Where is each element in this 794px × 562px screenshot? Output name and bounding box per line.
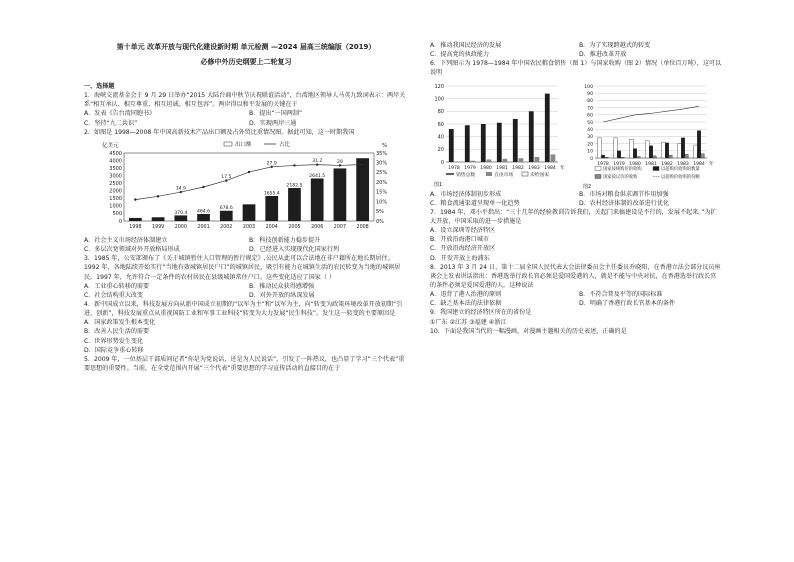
line-data-label: 29 bbox=[336, 159, 343, 165]
q1-option-c: C．坚持“九二共识” bbox=[84, 119, 138, 127]
bar-1-1978 bbox=[601, 155, 605, 158]
q6-option-a: A．市场经济体制初步形成 bbox=[430, 190, 502, 198]
x-tick-label: 1979 bbox=[464, 165, 476, 171]
x-tick-label: 2008 bbox=[356, 224, 369, 230]
title-line2: 必修中外历史纲要上二轮复习 bbox=[200, 58, 292, 67]
bar-2-1978 bbox=[605, 157, 609, 158]
q3-option-b: B．推动民众获得感增强 bbox=[249, 282, 315, 290]
q4-option-a: A．国家政策发生根本变化 bbox=[84, 319, 156, 327]
legend-swatch bbox=[653, 166, 659, 170]
q5-option-a: A．推动我国民经济的发展 bbox=[430, 42, 502, 49]
y-tick-label: 50 bbox=[587, 120, 593, 126]
x-tick-label: 1980 bbox=[629, 161, 641, 167]
q6-option-d: D．农村经济体制的改革进行优化 bbox=[579, 199, 670, 207]
q9-stem: 9．我国建立的经济特区所在的省份是 bbox=[430, 309, 532, 317]
q9-item-4: ④浙江 bbox=[488, 318, 507, 326]
bar-1-1983 bbox=[681, 137, 685, 157]
bar-data-label: 370.4 bbox=[174, 210, 188, 216]
x-tick-label: 1981 bbox=[496, 165, 508, 171]
ratio-line bbox=[135, 164, 362, 199]
q4-option-c: C．世界形势发生变化 bbox=[84, 337, 144, 345]
bar-0-1984 bbox=[694, 145, 698, 158]
bar-export-2008 bbox=[356, 158, 369, 221]
x-tick-label: 2007 bbox=[333, 224, 347, 230]
bar-0-1983 bbox=[678, 143, 682, 157]
y-tick-label: 20 bbox=[437, 146, 444, 153]
q9-item-2: ②江苏 bbox=[449, 318, 468, 326]
q2-option-b: B．科技创新能力稳步提升 bbox=[249, 236, 321, 244]
y2-axis-label: % bbox=[382, 142, 388, 149]
document-title bbox=[84, 42, 408, 67]
q8-options bbox=[430, 290, 722, 308]
y2-tick-label: 0% bbox=[376, 218, 384, 225]
x-tick-label: 1978 bbox=[448, 165, 460, 171]
y2-tick-label: 30% bbox=[376, 160, 388, 167]
bar-market-1979 bbox=[471, 160, 476, 161]
x-tick-label: 1982 bbox=[512, 165, 524, 171]
legend-label-total: 销售总数 bbox=[456, 172, 476, 178]
bar-total-1981 bbox=[497, 122, 502, 161]
y-tick-label: 3500 bbox=[109, 165, 122, 172]
bar-market-1980 bbox=[487, 159, 492, 162]
x-axis-unit: 年 bbox=[709, 161, 714, 167]
q7-stem: 7．1984 年，邓小平指出：“三十几年的经验教训告诉我们，关起门来搞建设是不行的，发展不起来。”为扩大开放，中国采取的进一步措施是 bbox=[430, 208, 717, 225]
q6-figures bbox=[430, 78, 722, 190]
x-tick-label: 1983 bbox=[677, 161, 689, 167]
q2-chart-svg bbox=[84, 137, 408, 233]
q6-figure2-svg bbox=[579, 78, 722, 190]
bar-export-2002 bbox=[220, 211, 233, 221]
x-tick-label: 2002 bbox=[220, 224, 233, 230]
q2-option-a: A．社会主义市场经济体制建立 bbox=[84, 236, 168, 244]
bar-2-1981 bbox=[653, 155, 657, 157]
bar-total-1980 bbox=[481, 124, 486, 162]
y-tick-label: 2000 bbox=[109, 188, 122, 195]
x-tick-label: 2003 bbox=[242, 224, 256, 230]
q2-option-d: D．已经进入实现现代化国家行列 bbox=[249, 246, 340, 254]
y-tick-label: 0 bbox=[118, 218, 122, 225]
bar-total-1979 bbox=[465, 125, 470, 162]
bar-data-label: 464.6 bbox=[196, 209, 211, 215]
q3-option-d: D．对外开放的纵深发展 bbox=[249, 291, 315, 299]
q8-option-c: C．缺乏基本法的法律依据 bbox=[430, 300, 502, 308]
y-tick-label: 100 bbox=[434, 96, 444, 103]
y-tick-label: 70 bbox=[587, 105, 593, 111]
q5-option-c: C．提高党的执政能力 bbox=[430, 51, 490, 59]
legend-swatch-market bbox=[486, 172, 492, 176]
legend-swatch bbox=[595, 174, 601, 178]
bar-2-1983 bbox=[685, 154, 689, 158]
legend-swatch-state bbox=[522, 172, 528, 176]
right-column bbox=[430, 41, 722, 336]
x-tick-label: 1980 bbox=[480, 165, 492, 171]
q2-option-c: C．多层次宽领域对外开放格局形成 bbox=[84, 246, 180, 254]
bar-2-1982 bbox=[669, 155, 673, 158]
q7-option-a: A．设立深圳等经济特区 bbox=[430, 227, 496, 235]
y-tick-label: 500 bbox=[112, 211, 122, 218]
bar-export-2007 bbox=[334, 168, 347, 221]
y-tick-label: 40 bbox=[437, 134, 444, 141]
q4-options bbox=[84, 318, 408, 355]
line-data-label: 31.2 bbox=[312, 159, 323, 165]
legend-label: 以超购价收购的份额 bbox=[661, 174, 700, 180]
line-data-label: 17.5 bbox=[221, 174, 232, 180]
bar-export-2001 bbox=[197, 214, 210, 221]
q2-stem: 2．如图是 1998—2008 年中国高新技术产品出口额及占外贸比重情况图。据此可知，这一时期我国 bbox=[84, 128, 355, 136]
bar-data-label: 678.6 bbox=[219, 206, 233, 212]
x-tick-label: 1984 bbox=[693, 161, 705, 167]
x-axis-unit: 年 bbox=[560, 165, 565, 171]
q1-stem: 1．海峡交流基金会于 9 月 29 日举办“2015 大陆台商中秋节庆祝联谊活动”，台湾地区领导人马英九致词表示：两岸关系“相互承认、相互尊重、相互坦诚、相互包容”。两岸得以和平发展的关键在于 bbox=[84, 92, 406, 109]
bar-market-1983 bbox=[535, 156, 540, 161]
y-tick-label: 60 bbox=[587, 113, 593, 119]
legend-label-export: 出口额 bbox=[235, 141, 252, 148]
y2-tick-label: 25% bbox=[376, 170, 388, 177]
x-tick-label: 1998 bbox=[129, 224, 142, 230]
y-tick-label: 2500 bbox=[109, 180, 122, 187]
q1-option-d: D．实现两岸三通 bbox=[249, 119, 297, 127]
bar-0-1981 bbox=[646, 140, 650, 157]
q6-figure1-svg bbox=[430, 78, 573, 190]
bar-total-1983 bbox=[529, 111, 534, 162]
y-tick-label: 80 bbox=[587, 98, 593, 104]
q8-option-b: B．不符合普及平等的国际标准 bbox=[579, 291, 663, 299]
bar-2-1980 bbox=[637, 156, 641, 157]
q4-stem: 4．新中国成立以来，科技发展方向从新中国成立初期的“以军为主”和“以军为主，向“转变为政策环境改革开放初期“引进、创新”，科技发展重点从重视国防工业和军事工业科技“转变为大力发展“民生科技”。发生这一转变的主要原因是 bbox=[84, 300, 403, 318]
bar-export-2004 bbox=[265, 196, 278, 221]
y2-tick-label: 15% bbox=[376, 189, 388, 196]
y-tick-label: 30 bbox=[587, 134, 593, 140]
y-tick-label: 60 bbox=[437, 121, 444, 128]
x-tick-label: 1979 bbox=[613, 161, 625, 167]
y2-tick-label: 5% bbox=[376, 208, 384, 215]
x-tick-label: 1981 bbox=[645, 161, 657, 167]
q5-stem: 5．2009 年，一位基层干部质问记者“你是为党说话，还是为人民说话”，引发了一阵热议，也凸显了学习“三个代表”重要思想的重要性。当前，在全党范围内开展“三个代表”重要思想的学习宣传活动的直接目的在于 bbox=[84, 355, 405, 372]
q4-option-d: D．国际竞争重心转移 bbox=[84, 346, 144, 354]
legend-label-state: 卖给国家 bbox=[530, 172, 550, 178]
bar-1-1981 bbox=[649, 145, 653, 157]
q8-option-d: D．明确了香港行政长官基本的条件 bbox=[579, 300, 676, 308]
q7-option-d: D．开发开放上海浦东 bbox=[430, 254, 490, 262]
legend-swatch-export bbox=[224, 142, 232, 146]
line-data-label: 27.9 bbox=[266, 161, 277, 167]
bar-export-1998 bbox=[129, 218, 142, 221]
y2-tick-label: 20% bbox=[376, 179, 388, 186]
y-tick-label: 100 bbox=[584, 84, 593, 90]
figure-caption: 图1 bbox=[434, 181, 443, 188]
share-line bbox=[603, 106, 699, 122]
x-tick-label: 2004 bbox=[265, 224, 278, 230]
bar-export-2003 bbox=[243, 204, 256, 221]
left-column bbox=[84, 80, 408, 373]
q1-option-a: A．发表《告台湾同胞书》 bbox=[84, 110, 156, 118]
y-tick-label: 40 bbox=[587, 127, 593, 133]
q3-option-a: A．工业重心转移的需要 bbox=[84, 282, 150, 290]
q3-stem: 3．1985 年，公安部颁布了《关于城镇暂住人口管理的暂行规定》,公民从此可以合法地在非户籍所在地长期居住。1992 年，各地陆续开始实行“当地有效城镇居民户口”的城镇居民，吸引有能力在城镇生活的农民转变为当地的城镇居民。1997 年，允许符合一定条件的农村居民在县级城镇常住户口。这些变化适应了国家（ ） bbox=[84, 255, 401, 281]
y-tick-label: 0 bbox=[440, 159, 444, 166]
bar-2-1979 bbox=[621, 157, 625, 158]
section-heading: 一、选择题 bbox=[84, 83, 115, 90]
y2-tick-label: 10% bbox=[376, 199, 388, 206]
bar-export-1999 bbox=[152, 217, 165, 221]
legend-label: 国家按议价的收购 bbox=[603, 174, 638, 180]
y-tick-label: 80 bbox=[437, 108, 444, 115]
bar-export-2000 bbox=[174, 215, 187, 221]
y-tick-label: 1000 bbox=[109, 203, 122, 210]
q2-chart bbox=[84, 137, 408, 236]
bar-export-2005 bbox=[288, 188, 301, 221]
bar-total-1982 bbox=[513, 118, 518, 161]
x-tick-label: 1978 bbox=[597, 161, 609, 167]
bar-1-1982 bbox=[665, 142, 669, 157]
x-tick-label: 2000 bbox=[174, 224, 187, 230]
bar-export-2006 bbox=[311, 178, 324, 221]
q9-items bbox=[430, 318, 722, 327]
bar-1-1984 bbox=[697, 130, 701, 157]
y-tick-label: 90 bbox=[587, 91, 593, 97]
y-tick-label: 120 bbox=[434, 83, 444, 90]
y-axis-label: 亿美元 bbox=[102, 142, 119, 149]
y-tick-label: 1500 bbox=[109, 195, 122, 202]
q3-options bbox=[84, 282, 408, 300]
q2-options bbox=[84, 236, 408, 254]
bar-data-label: 2182.5 bbox=[286, 183, 303, 189]
bar-1-1980 bbox=[633, 148, 637, 157]
bar-total-1978 bbox=[449, 129, 454, 162]
bar-0-1979 bbox=[614, 137, 618, 157]
q6-options bbox=[430, 190, 722, 208]
y-tick-label: 4500 bbox=[109, 150, 122, 157]
q5-option-b: B．为了实现跨越式的转变 bbox=[579, 42, 651, 49]
legend-swatch bbox=[595, 166, 601, 170]
line-data-label: 29.1 bbox=[357, 158, 368, 164]
bar-total-1984 bbox=[545, 93, 550, 161]
y-tick-label: 20 bbox=[587, 141, 593, 147]
title-line1: 第十单元 改革开放与现代化建设新时期 单元检测 —2024 届高三统编版（2019） bbox=[116, 43, 376, 51]
q5-options bbox=[430, 41, 722, 59]
y-tick-label: 0 bbox=[590, 156, 593, 162]
y2-tick-label: 35% bbox=[376, 150, 388, 157]
q10-stem: 10．下面是我国当代的一幅漫画，对漫画主题相关的历史表述，正确的是 bbox=[430, 327, 627, 335]
q8-option-a: A．违背了港人治港的原则 bbox=[430, 291, 502, 299]
bar-1-1979 bbox=[617, 150, 621, 157]
q6-option-b: B．市场对粮食供求调节作用加强 bbox=[579, 190, 669, 198]
q7-option-c: C．开放沿海经济开放区 bbox=[430, 245, 496, 253]
q9-item-3: ③福建 bbox=[469, 318, 487, 326]
x-tick-label: 1984 bbox=[544, 165, 556, 171]
figure-caption: 图2 bbox=[583, 183, 592, 190]
bar-market-1982 bbox=[519, 158, 524, 162]
line-data-label: 14.9 bbox=[175, 186, 186, 192]
x-tick-label: 1983 bbox=[528, 165, 540, 171]
legend-label-market: 自由市场 bbox=[494, 172, 514, 178]
q4-option-b: B．改善人民生活的需要 bbox=[84, 328, 150, 336]
y-tick-label: 3000 bbox=[109, 173, 122, 180]
x-tick-label: 1982 bbox=[661, 161, 673, 167]
x-tick-label: 2006 bbox=[311, 224, 324, 230]
legend-label: 国家按统购价的收购 bbox=[603, 166, 642, 172]
legend-label-ratio: 占比 bbox=[279, 141, 291, 148]
bar-0-1980 bbox=[630, 139, 634, 158]
q1-options bbox=[84, 109, 408, 127]
q7-options bbox=[430, 226, 722, 263]
y-tick-label: 4000 bbox=[109, 158, 122, 165]
bar-data-label: 2641.5 bbox=[309, 173, 326, 179]
q7-option-b: B．开放沿海港口城市 bbox=[430, 236, 490, 244]
q3-option-c: C．社会结构重大改变 bbox=[84, 291, 144, 299]
q9-item-1: ①广东 bbox=[430, 318, 448, 326]
x-tick-label: 2001 bbox=[197, 224, 210, 230]
q6-stem: 6．下列图示为 1978—1984 年中国农民粮食销售（图 1）与国家收购（图 2）情况（单位百万吨），这可以说明 bbox=[430, 60, 722, 77]
q8-stem: 8．2013 年 3 月 24 日，第十二届全国人民代表大会法律委员会主任委员乔晓阳，在香港立法会部分议员座谈会上发表讲话指出：香港选举行政长官必须是爱国爱港的人，就是不能与中央对抗，在香港选举行政长官的条件必须是爱国爱港的人。这种说法 bbox=[430, 263, 721, 289]
bar-market-1984 bbox=[551, 154, 556, 162]
q1-option-b: B．提出“一国两制” bbox=[249, 110, 303, 118]
q6-option-c: C．粮食流通渠道呈现单一化趋势 bbox=[430, 199, 520, 207]
bar-0-1982 bbox=[662, 142, 666, 158]
y-tick-label: 10 bbox=[587, 149, 593, 155]
bar-market-1981 bbox=[503, 158, 508, 161]
bar-2-1984 bbox=[701, 153, 705, 157]
x-tick-label: 1999 bbox=[151, 224, 165, 230]
bar-0-1978 bbox=[598, 137, 602, 157]
bar-data-label: 1655.4 bbox=[263, 191, 280, 197]
x-tick-label: 2005 bbox=[288, 224, 301, 230]
legend-label: 以超购价收购的数量 bbox=[661, 166, 700, 172]
q5-option-d: D．推进改革开放 bbox=[579, 51, 627, 59]
